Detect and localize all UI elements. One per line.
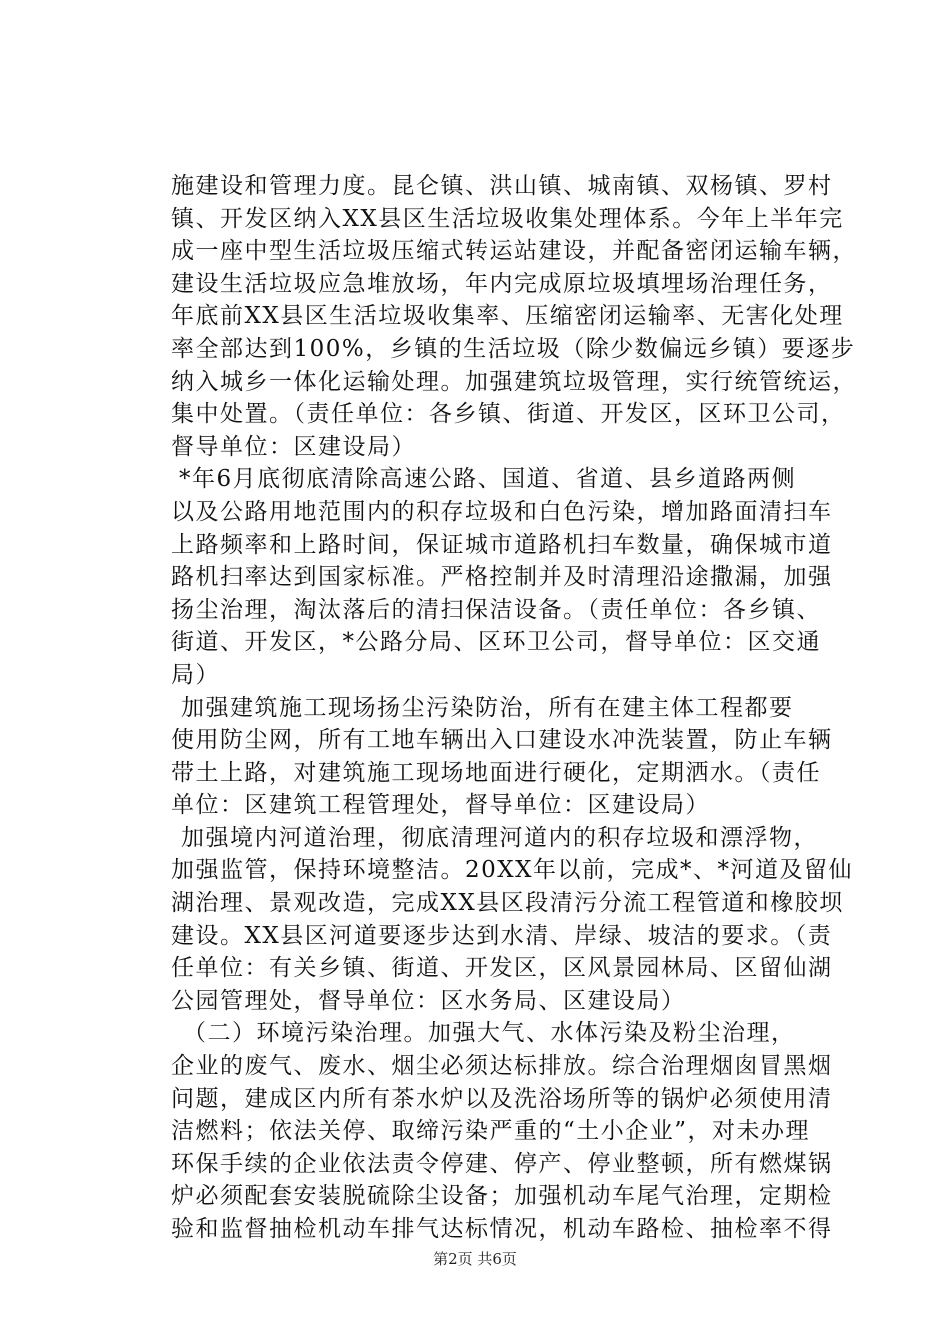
text-line: 集中处置。（责任单位：各乡镇、街道、开发区，区环卫公司， — [171, 401, 846, 428]
text-line: 洁燃料；依法关停、取缔污染严重的“土小企业”，对未办理 — [171, 1118, 811, 1145]
page-footer: 第2页 共6页 — [433, 1250, 517, 1268]
text-line: 使用防尘网，所有工地车辆出入口建设水冲洗装置，防止车辆 — [171, 727, 833, 754]
document-body — [171, 170, 857, 1246]
text-line: 问题，建成区内所有茶水炉以及洗浴场所等的锅炉必须使用清 — [171, 1085, 833, 1112]
text-line: 任单位：有关乡镇、街道、开发区，区风景园林局、区留仙湖 — [171, 955, 833, 982]
text-line: 加强监管，保持环境整洁。20XX年以前，完成*、*河道及留仙 — [171, 857, 854, 884]
text-line: 局） — [171, 661, 220, 688]
text-line: 建设。XX县区河道要逐步达到水清、岸绿、坡洁的要求。（责 — [171, 922, 833, 949]
text-line: 公园管理处，督导单位：区水务局、区建设局） — [171, 987, 686, 1014]
text-line: 带土上路，对建筑施工现场地面进行硬化，定期洒水。（责任 — [171, 759, 821, 786]
text-line: 加强建筑施工现场扬尘污染防治，所有在建主体工程都要 — [181, 694, 794, 721]
text-line: 加强境内河道治理，彻底清理河道内的积存垃圾和漂浮物， — [181, 824, 818, 851]
text-line: 施建设和管理力度。昆仑镇、洪山镇、城南镇、双杨镇、罗村 — [171, 173, 833, 199]
text-line: 环保手续的企业依法责令停建、停产、停业整顿，所有燃煤锅 — [171, 1150, 833, 1177]
text-line: 扬尘治理，淘汰落后的清扫保洁设备。（责任单位：各乡镇、 — [171, 596, 821, 623]
text-line: 建设生活垃圾应急堆放场，年内完成原垃圾填埋场治理任务， — [171, 270, 833, 297]
text-line: 督导单位：区建设局） — [171, 433, 416, 460]
text-line: *年6月底彻底清除高速公路、国道、省道、县乡道路两侧 — [179, 466, 797, 493]
text-line: 上路频率和上路时间，保证城市道路机扫车数量，确保城市道 — [171, 531, 833, 558]
text-line: 年底前XX县区生活垃圾收集率、压缩密闭运输率、无害化处理 — [171, 303, 844, 330]
text-line: 率全部达到100%，乡镇的生活垃圾（除少数偏远乡镇）要逐步 — [171, 335, 856, 362]
text-line: 路机扫率达到国家标准。严格控制并及时清理沿途撒漏，加强 — [171, 564, 833, 591]
text-line: 炉必须配套安装脱硫除尘设备；加强机动车尾气治理，定期检 — [171, 1183, 833, 1210]
text-line: 验和监督抽检机动车排气达标情况，机动车路检、抽检率不得 — [171, 1216, 833, 1242]
text-line: 镇、开发区纳入XX县区生活垃圾收集处理体系。今年上半年完 — [171, 205, 844, 232]
text-line: 纳入城乡一体化运输处理。加强建筑垃圾管理，实行统管统运， — [171, 368, 857, 395]
text-line: 企业的废气、废水、烟尘必须达标排放。综合治理烟囱冒黑烟 — [171, 1053, 833, 1080]
text-line: 湖治理、景观改造，完成XX县区段清污分流工程管道和橡胶坝 — [171, 890, 844, 917]
text-line: （二）环境污染治理。加强大气、水体污染及粉尘治理， — [183, 1020, 796, 1047]
text-line: 单位：区建筑工程管理处，督导单位：区建设局） — [171, 792, 710, 819]
text-line: 街道、开发区，*公路分局、区环卫公司，督导单位：区交通 — [171, 629, 821, 656]
text-line: 成一座中型生活垃圾压缩式转运站建设，并配备密闭运输车辆， — [171, 238, 857, 265]
text-line: 以及公路用地范围内的积存垃圾和白色污染，增加路面清扫车 — [171, 498, 833, 525]
